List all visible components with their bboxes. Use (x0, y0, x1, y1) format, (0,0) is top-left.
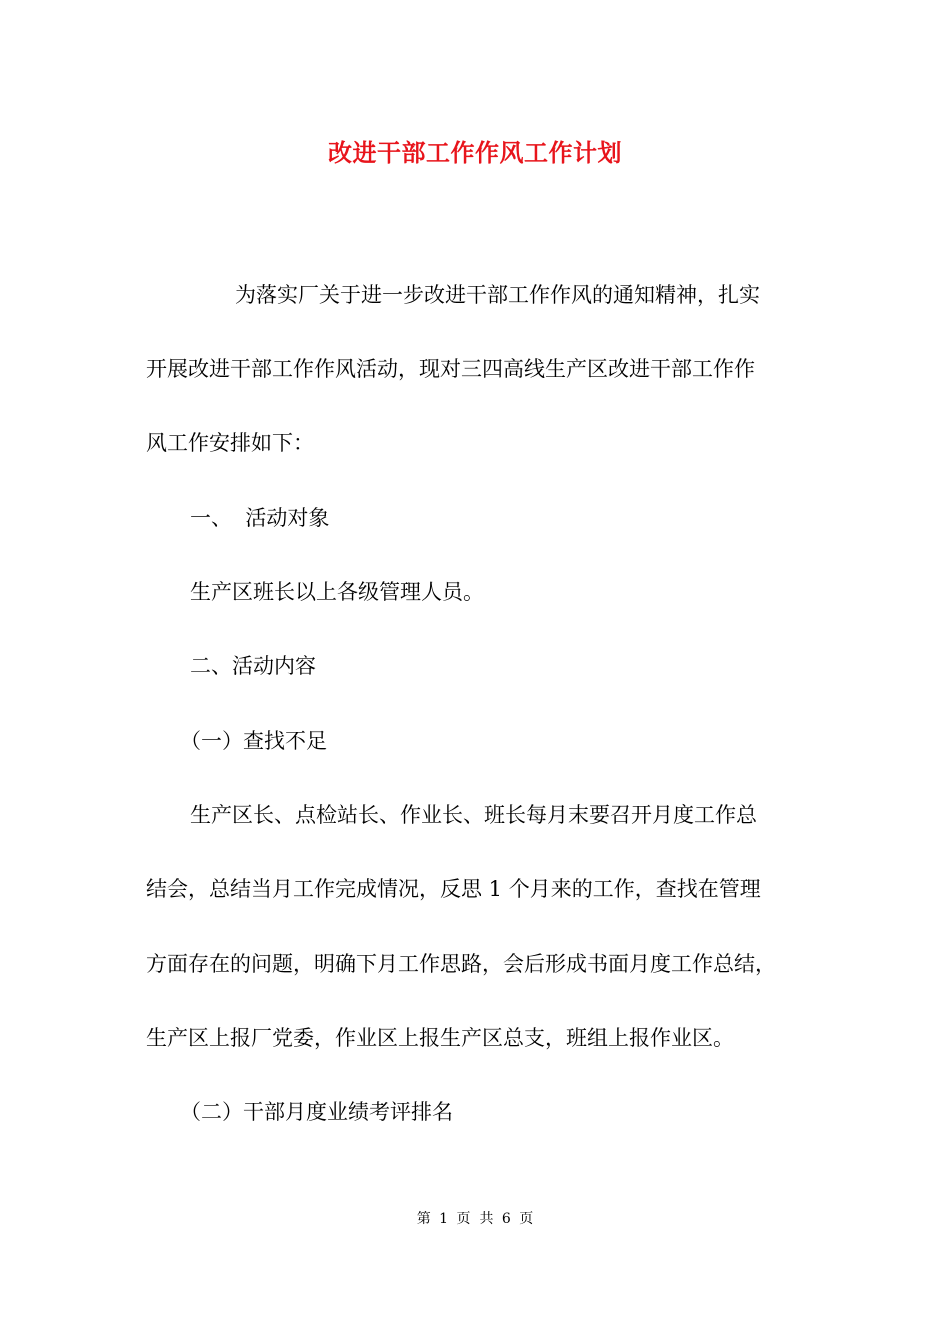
page-footer (0, 1209, 950, 1229)
footer-prefix: 第 (416, 1211, 431, 1227)
paragraph-line: 风工作安排如下： (146, 431, 314, 455)
footer-middle: 页 共 (456, 1211, 494, 1227)
document-title: 改进干部工作作风工作计划 (328, 138, 622, 167)
page-number: 1 (439, 1211, 449, 1227)
paragraph-line: 为落实厂关于进一步改进干部工作作风的通知精神，扎实 (235, 283, 760, 307)
paragraph-line: 生产区上报厂党委，作业区上报生产区总支，班组上报作业区。 (146, 1026, 734, 1050)
paragraph-line: 生产区长、点检站长、作业长、班长每月末要召开月度工作总 (190, 803, 757, 827)
total-pages: 6 (501, 1211, 511, 1227)
section-heading: 一、 活动对象 (190, 506, 330, 530)
section-heading: 二、活动内容 (190, 654, 316, 678)
paragraph-line: 开展改进干部工作作风活动，现对三四高线生产区改进干部工作作 (146, 357, 755, 381)
paragraph-line: 结会，总结当月工作完成情况，反思 1 个月来的工作，查找在管理 (146, 877, 761, 901)
subsection-heading: （一）查找不足 (180, 729, 327, 753)
paragraph-line: 生产区班长以上各级管理人员。 (190, 580, 484, 604)
subsection-heading: （二）干部月度业绩考评排名 (180, 1100, 453, 1124)
paragraph-line: 方面存在的问题，明确下月工作思路，会后形成书面月度工作总结， (146, 952, 776, 976)
footer-suffix: 页 (519, 1211, 534, 1227)
